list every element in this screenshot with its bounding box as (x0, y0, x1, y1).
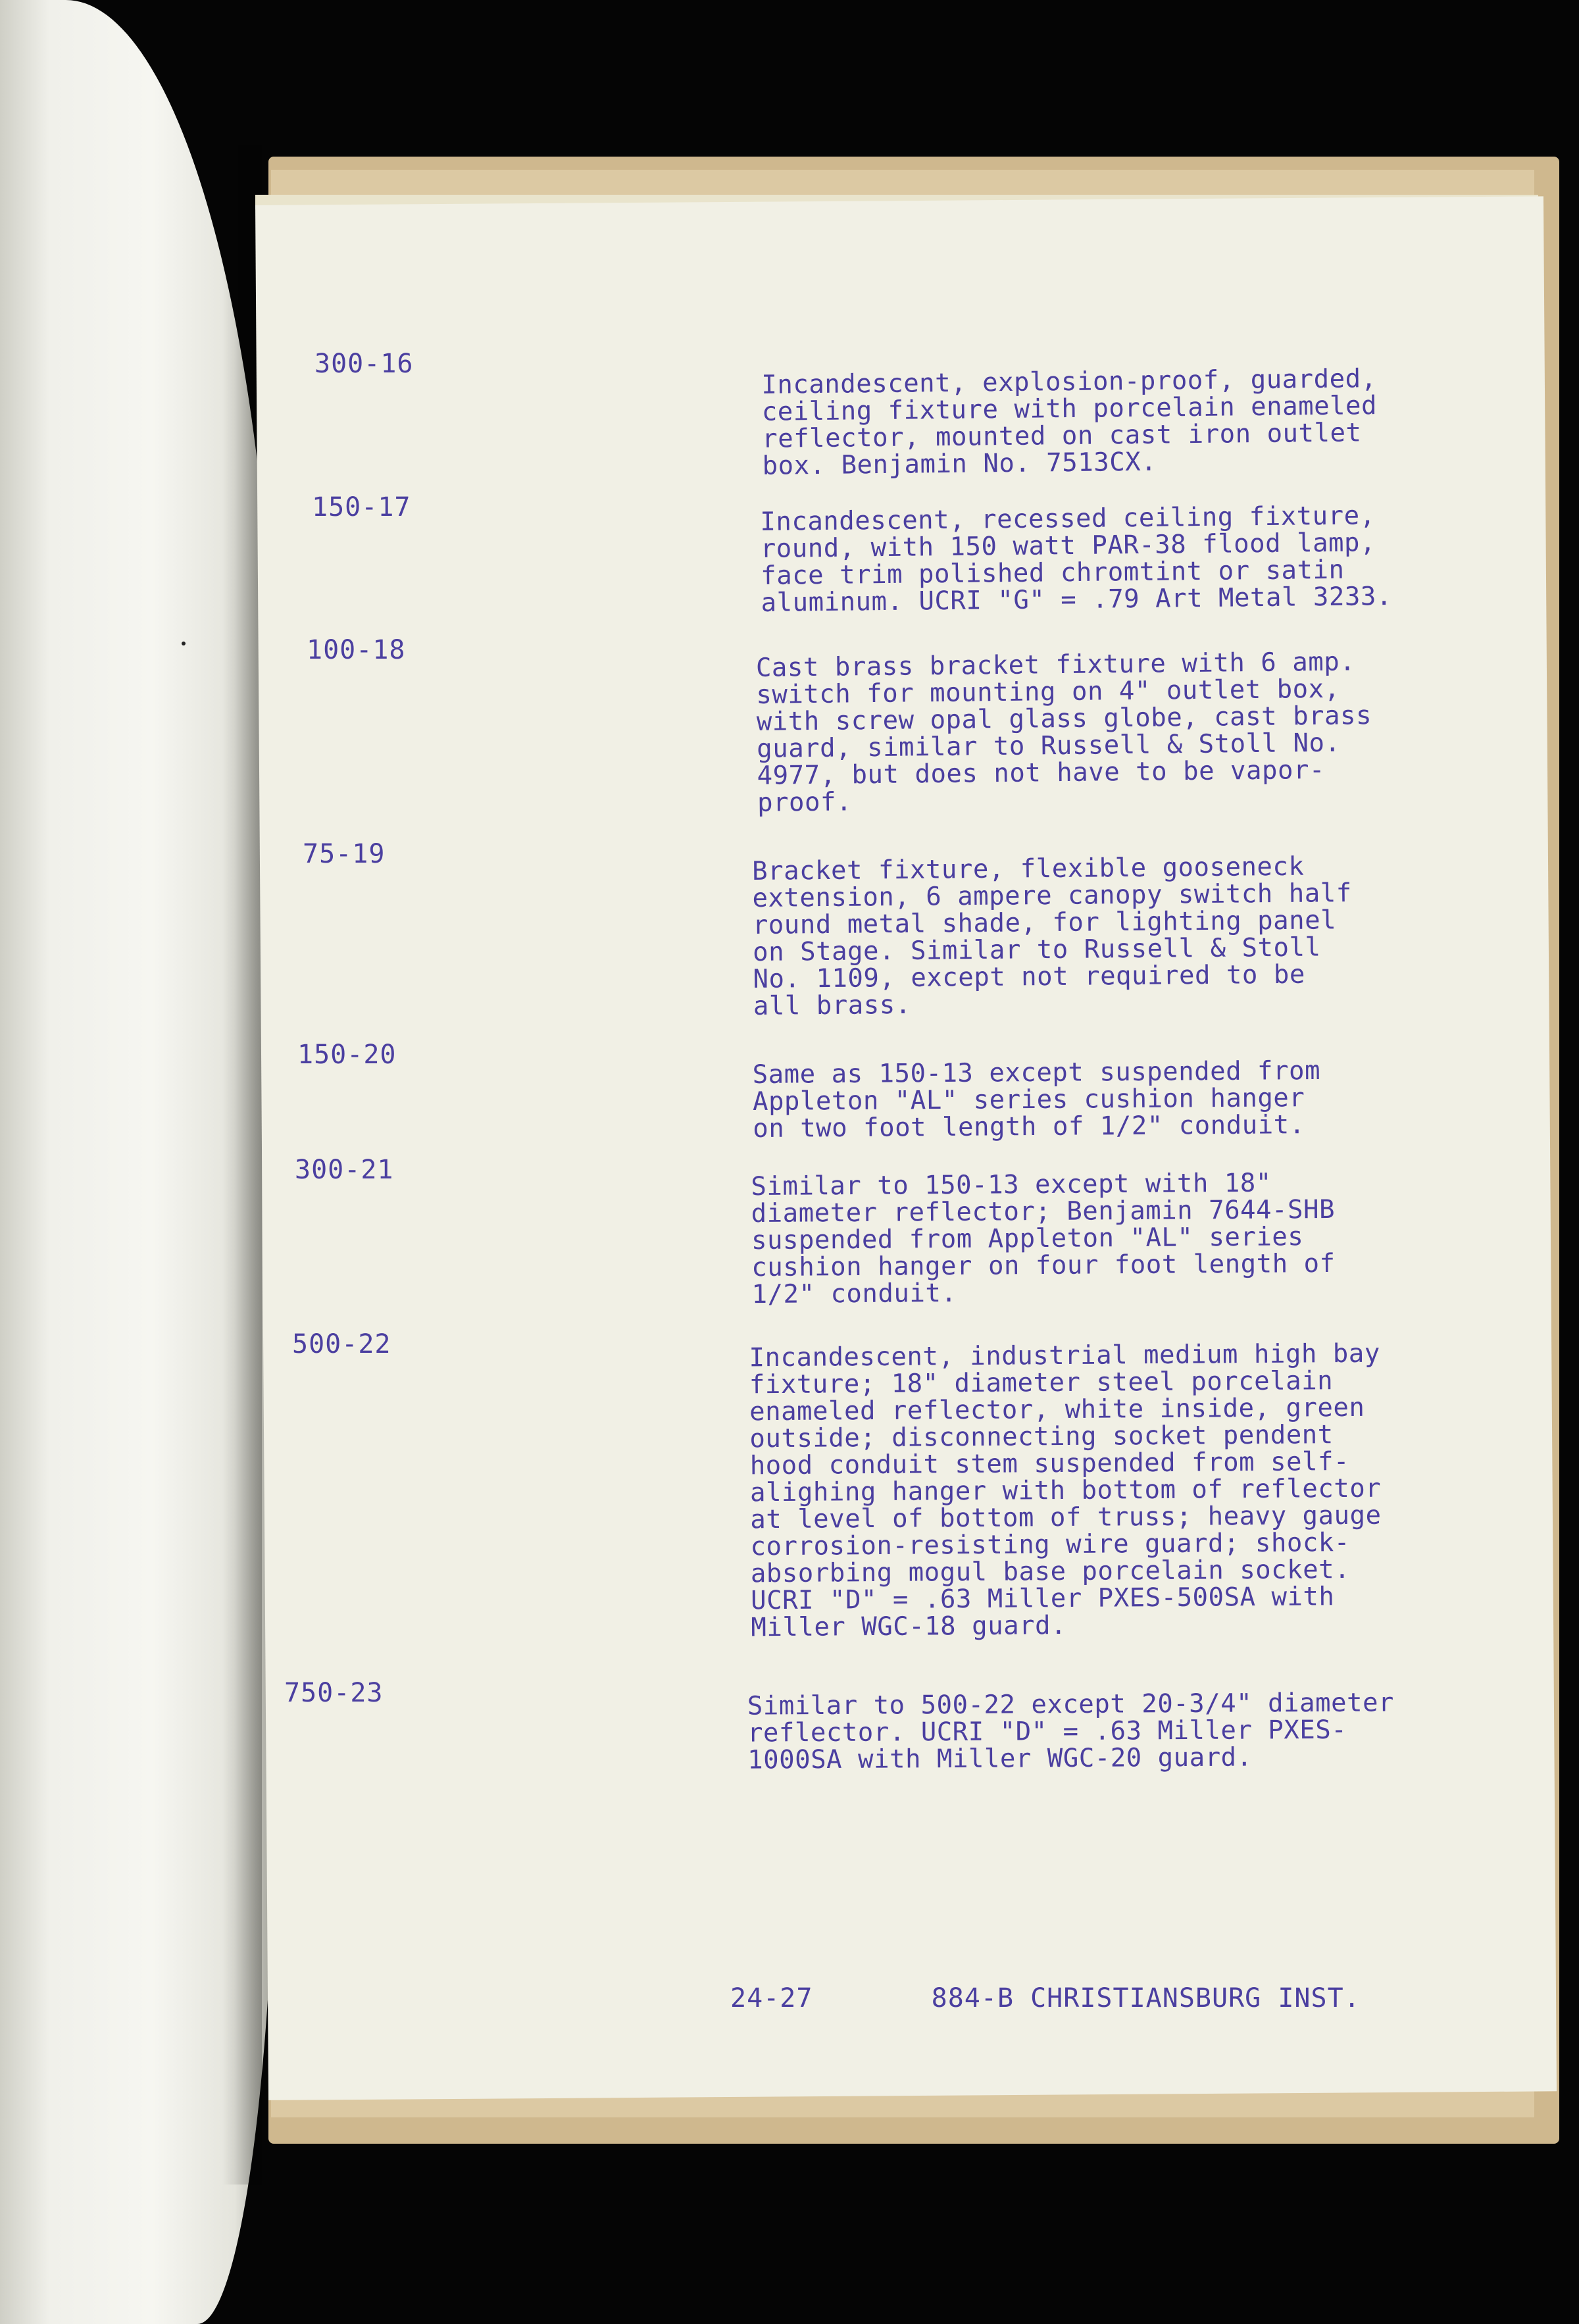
page-gutter-shadow (222, 145, 262, 2185)
fixture-description: Incandescent, industrial medium high bay fixture; 18" diameter steel porcelain enameled reflector, white inside, green outside; disconnecting socket pendent hood conduit stem suspended from self- alighing hanger with bottom of reflector at level of bottom of truss; heavy gauge corrosion-resisting wire guard; shock- absorbing mogul base porcelain socket. UCRI "D" = .63 Miller PXES-500SA with Miller WGC-18 guard. (749, 1338, 1382, 1643)
fixture-code: 100-18 (307, 635, 406, 665)
fixture-description: Cast brass bracket fixture with 6 amp. switch for mounting on 4" outlet box, with screw opal glass globe, cast brass guard, similar to Russell & Stoll No. 4977, but does not have to be vapor- proof. (755, 647, 1372, 818)
fixture-description: Similar to 150-13 except with 18" diameter reflector; Benjamin 7644-SHB suspended from Appleton "AL" series cushion hanger on four foot length of 1/2" conduit. (751, 1168, 1336, 1310)
typed-sheet (255, 196, 1557, 2100)
fixture-description: Same as 150-13 except suspended from Appleton "AL" series cushion hanger on two foot length of 1/2" conduit. (752, 1055, 1321, 1144)
fixture-code: 300-21 (295, 1155, 394, 1185)
fixture-code: 150-17 (312, 492, 411, 522)
page-footer (730, 1983, 1454, 2013)
fixture-description: Similar to 500-22 except 20-3/4" diameter reflector. UCRI "D" = .63 Miller PXES- 1000SA with Miller WGC-20 guard. (747, 1688, 1395, 1775)
fixture-description: Bracket fixture, flexible gooseneck extension, 6 ampere canopy switch half round metal shade, for lighting panel on Stage. Similar to Russell & Stoll No. 1109, except not required to be all brass. (751, 851, 1352, 1021)
fixture-code: 75-19 (303, 839, 386, 869)
fixture-description: Incandescent, recessed ceiling fixture, round, with 150 watt PAR-38 flood lamp, face trim polished chromtint or satin aluminum. UCRI "G" = .79 Art Metal 3233. (760, 501, 1393, 619)
page-number: 24-27 (730, 1983, 813, 2013)
project-title: 884-B CHRISTIANSBURG INST. (931, 1983, 1361, 2013)
paper-speck (182, 642, 186, 645)
fixture-code: 500-22 (292, 1329, 391, 1359)
fixture-code: 300-16 (314, 349, 414, 379)
fixture-description: Incandescent, explosion-proof, guarded, ceiling fixture with porcelain enameled reflector, mounted on cast iron outlet box. Benjamin No. 7513CX. (761, 364, 1378, 481)
fixture-code: 750-23 (284, 1678, 384, 1708)
fixture-code: 150-20 (297, 1040, 397, 1070)
